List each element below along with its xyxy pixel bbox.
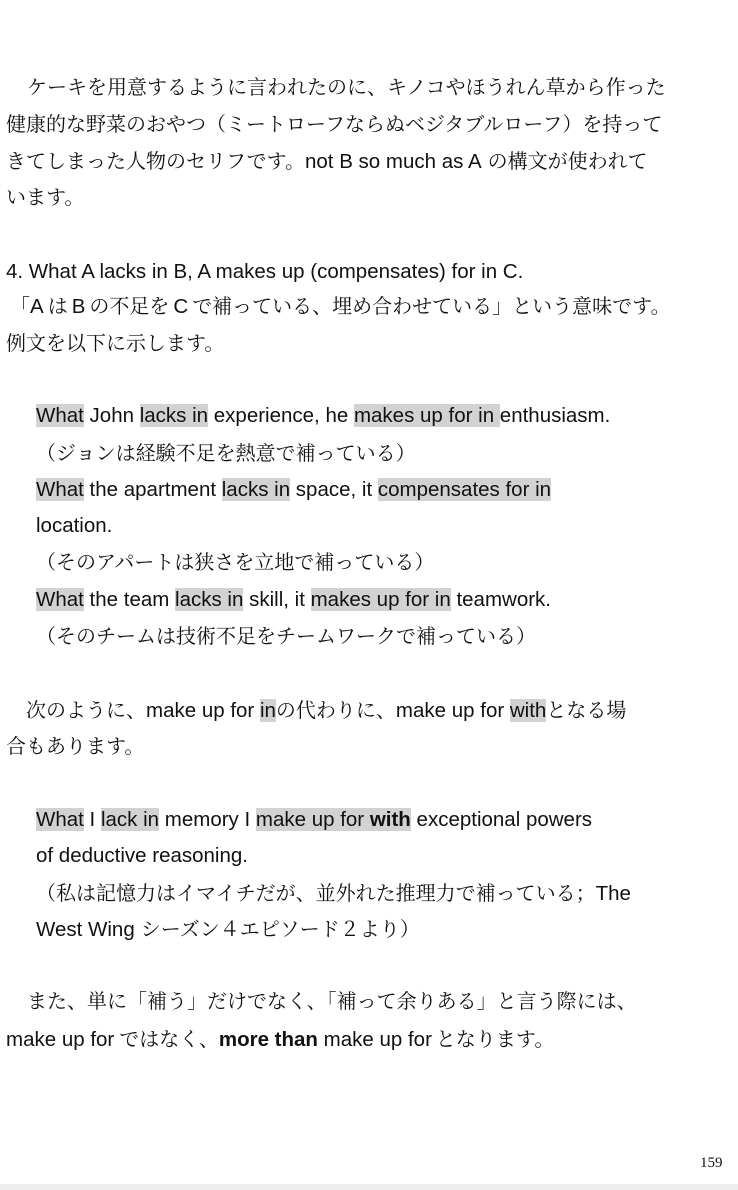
example-sentence: What the apartment lacks in space, it compensates for in xyxy=(36,478,552,501)
section-description: 「A は B の不足を C で補っている、埋め合わせている」という意味です。 xyxy=(10,294,671,318)
example-translation: （そのチームは技術不足をチームワークで補っている） xyxy=(36,624,536,648)
example-translation: （私は記憶力はイマイチだが、並外れた推理力で補っている；The xyxy=(36,881,631,905)
paragraph-variant: 合もあります。 xyxy=(6,734,145,758)
example-translation: West Wing シーズン４エピソード２より） xyxy=(36,917,420,941)
section-heading: 4. What A lacks in B, A makes up (compensates) for in C. xyxy=(6,260,524,283)
paragraph-more-than: また、単に「補う」だけでなく、「補って余りある」と言う際には、 xyxy=(27,989,637,1013)
example-sentence: location. xyxy=(36,514,113,537)
example-sentence: What the team lacks in skill, it makes up for in teamwork. xyxy=(36,588,551,611)
page-number: 159 xyxy=(700,1155,723,1171)
text-line: ケーキを用意するように言われたのに、キノコやほうれん草から作った xyxy=(27,75,666,99)
example-sentence: What I lack in memory I make up for with exceptional powers xyxy=(36,808,593,831)
text-line: 健康的な野菜のおやつ（ミートローフならぬベジタブルローフ）を持って xyxy=(6,112,663,136)
paragraph-more-than: make up for ではなく、more than make up for となります。 xyxy=(6,1027,555,1051)
example-sentence: of deductive reasoning. xyxy=(36,844,248,867)
page-bottom-edge xyxy=(0,1184,738,1190)
example-translation: （ジョンは経験不足を熱意で補っている） xyxy=(36,441,416,465)
section-description: 例文を以下に示します。 xyxy=(6,331,225,355)
example-sentence: What John lacks in experience, he makes up for in enthusiasm. xyxy=(36,404,611,427)
text-line: きてしまった人物のセリフです。not B so much as A の構文が使われて xyxy=(6,149,648,173)
paragraph-variant: 次のように、make up for inの代わりに、make up for withとなる場 xyxy=(26,698,627,722)
example-translation: （そのアパートは狭さを立地で補っている） xyxy=(36,550,435,574)
text-line: います。 xyxy=(6,185,85,209)
